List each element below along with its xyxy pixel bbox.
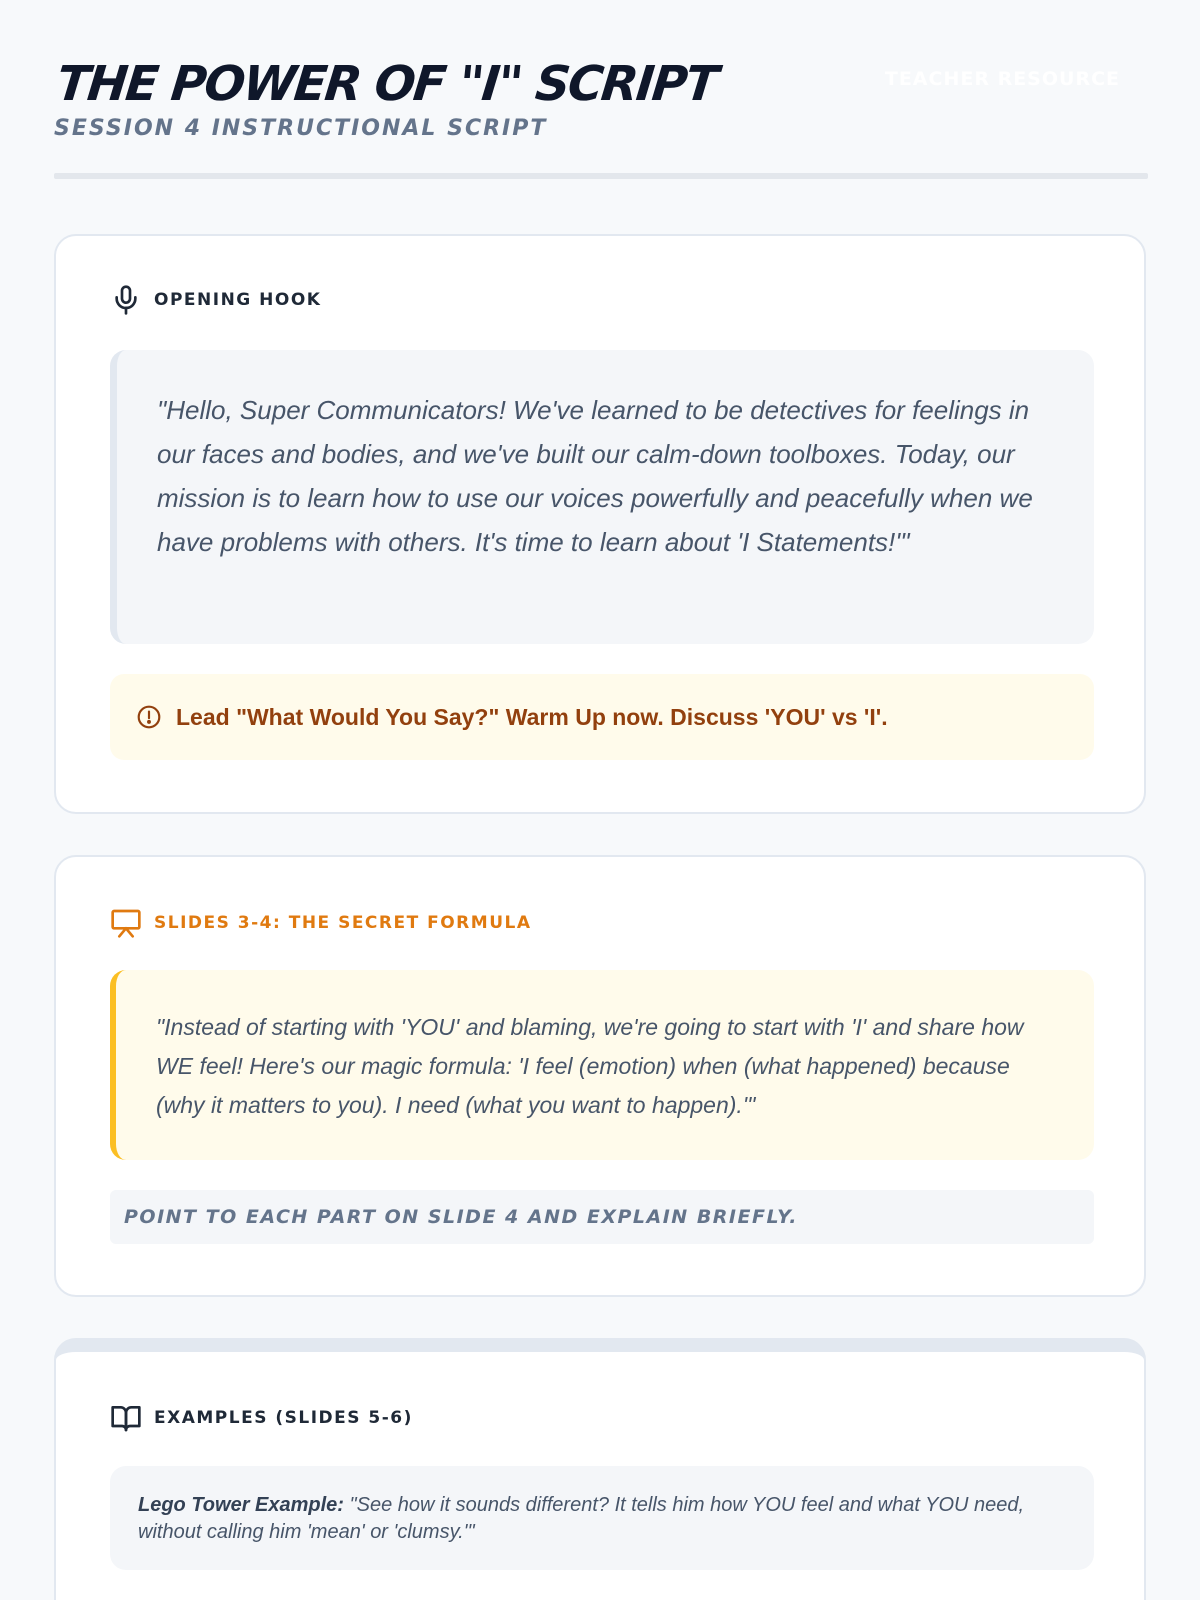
secret-formula-header <box>110 907 532 939</box>
alert-circle-icon <box>136 704 162 730</box>
page-subtitle: SESSION 4 INSTRUCTIONAL SCRIPT <box>54 116 548 141</box>
alert-text: Lead "What Would You Say?" Warm Up now. Discuss 'YOU' vs 'I'. <box>176 703 888 730</box>
opening-hook-header <box>110 284 321 316</box>
section-label: EXAMPLES (SLIDES 5-6) <box>154 1408 413 1428</box>
opening-hook-card <box>54 234 1146 814</box>
examples-header <box>110 1402 413 1434</box>
teacher-resource-badge: TEACHER RESOURCE <box>884 68 1120 90</box>
page-header <box>54 56 1148 141</box>
section-label: OPENING HOOK <box>154 290 322 310</box>
secret-formula-quote: "Instead of starting with 'YOU' and blaming, we're going to start with 'I' and share how WE feel! Here's our magic formula: 'I feel (emotion) when (what happened) because (why it matters to you). I need (what you want to happen).'" <box>110 970 1094 1160</box>
warm-up-alert <box>110 674 1094 760</box>
section-label: SLIDES 3-4: THE SECRET FORMULA <box>154 913 532 933</box>
teacher-direction-note: POINT TO EACH PART ON SLIDE 4 AND EXPLAIN BRIEFLY. <box>110 1190 1094 1244</box>
presentation-icon <box>110 907 142 939</box>
examples-card <box>54 1338 1146 1600</box>
secret-formula-card <box>54 855 1146 1297</box>
page-title: THE POWER OF "I" SCRIPT <box>54 56 720 112</box>
header-divider <box>54 173 1148 179</box>
microphone-icon <box>110 284 142 316</box>
example-title: Lego Tower Example: <box>138 1494 344 1516</box>
opening-hook-quote: "Hello, Super Communicators! We've learned to be detectives for feelings in our faces and bodies, and we've built our calm-down toolboxes. Today, our mission is to learn how to use our voices powerfully and peacefully when we have problems with others. It's time to learn about 'I Statements!'" <box>110 350 1094 644</box>
example-text: "See how it sounds different? It tells him how YOU feel and what YOU need, without calling him 'mean' or 'clumsy.'" <box>138 1494 1025 1543</box>
lego-tower-example <box>110 1466 1094 1570</box>
open-book-icon <box>110 1402 142 1434</box>
